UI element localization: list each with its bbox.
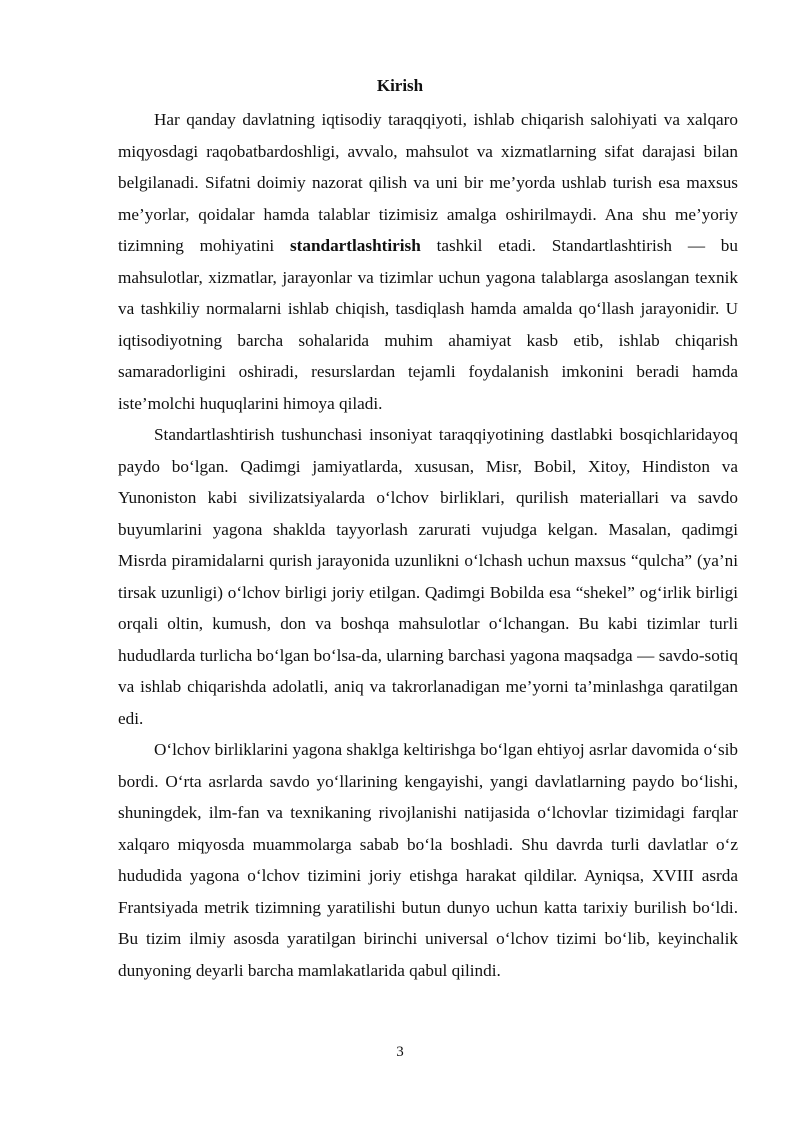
body-text: [118, 104, 738, 986]
bold-term: standartlashtirish: [289, 236, 421, 255]
paragraph-1: [118, 104, 738, 419]
paragraph-2: Standartlashtirish tushunchasi insoniyat taraqqiyotining dastlabki bosqichlaridayoq paydo bo‘lgan. Qadimgi jamiyatlarda, xususan, Misr, Bobil, Xitoy, Hindiston va Yunoniston kabi sivilizatsiyalarda o‘lchov birliklari, qurilish materiallari va savdo buyumlarini yagona shaklda tayyorlash zarurati vujudga kelgan. Masalan, qadimgi Misrda piramidalarni qurish jarayonida uzunlikni o‘lchash uchun maxsus “qulcha” (ya’ni tirsak uzunligi) o‘lchov birligi joriy etilgan. Qadimgi Bobilda esa “shekel” og‘irlik birligi orqali oltin, kumush, don va boshqa mahsulotlar o‘lchangan. Bu kabi tizimlar turli hududlarda turlicha bo‘lgan bo‘lsa-da, ularning barchasi yagona maqsadga — savdo-sotiq va ishlab chiqarishda adolatli, aniq va takrorlanadigan me’yorni ta’minlashga qaratilgan edi.: [118, 425, 738, 728]
page-number: 3: [396, 1044, 404, 1060]
paragraph-1-text-start: Har qanday davlatning iqtisodiy taraqqiyoti, ishlab chiqarish salohiyati va xalqaro miqyosdagi raqobatbardoshligi, avvalo, mahsulot va xizmatlarning sifat darajasi bilan belgilanadi. Sifatni doimiy nazorat qilish va uni bir me’yorda ushlab turish esa maxsus me’yorlar, qoidalar hamda talablar tizimisiz amalga oshirilmaydi. Ana shu me’yoriy tizimning mohiyatini: [118, 110, 738, 255]
section-title: Kirish: [376, 76, 424, 95]
paragraph-1-text-end: tashkil etadi. Standartlashtirish — bu mahsulotlar, xizmatlar, jarayonlar va tizimlar uchun yagona talablarga asoslangan texnik va tashkiliy normalarni ishlab chiqish, tasdiqlash hamda amalda qo‘llash jarayonidir. U iqtisodiyotning barcha sohalarida muhim ahamiyat kasb etib, ishlab chiqarish samaradorligini oshiradi, resurslardan tejamli foydalanish imkonini beradi hamda iste’molchi huquqlarini himoya qiladi.: [118, 236, 738, 413]
paragraph-3: O‘lchov birliklarini yagona shaklga keltirishga bo‘lgan ehtiyoj asrlar davomida o‘sib bordi. O‘rta asrlarda savdo yo‘llarining kengayishi, yangi davlatlarning paydo bo‘lishi, shuningdek, ilm-fan va texnikaning rivojlanishi natijasida o‘lchovlar tizimidagi farqlar xalqaro miqyosda muammolarga sabab bo‘la boshladi. Shu davrda turli davlatlar o‘z hududida yagona o‘lchov tizimini joriy etishga harakat qildilar. Ayniqsa, XVIII asrda Frantsiyada metrik tizimning yaratilishi butun dunyo uchun katta tarixiy burilish bo‘ldi. Bu tizim ilmiy asosda yaratilgan birinchi universal o‘lchov tizimi bo‘lib, keyinchalik dunyoning deyarli barcha mamlakatlarida qabul qilindi.: [118, 740, 738, 980]
